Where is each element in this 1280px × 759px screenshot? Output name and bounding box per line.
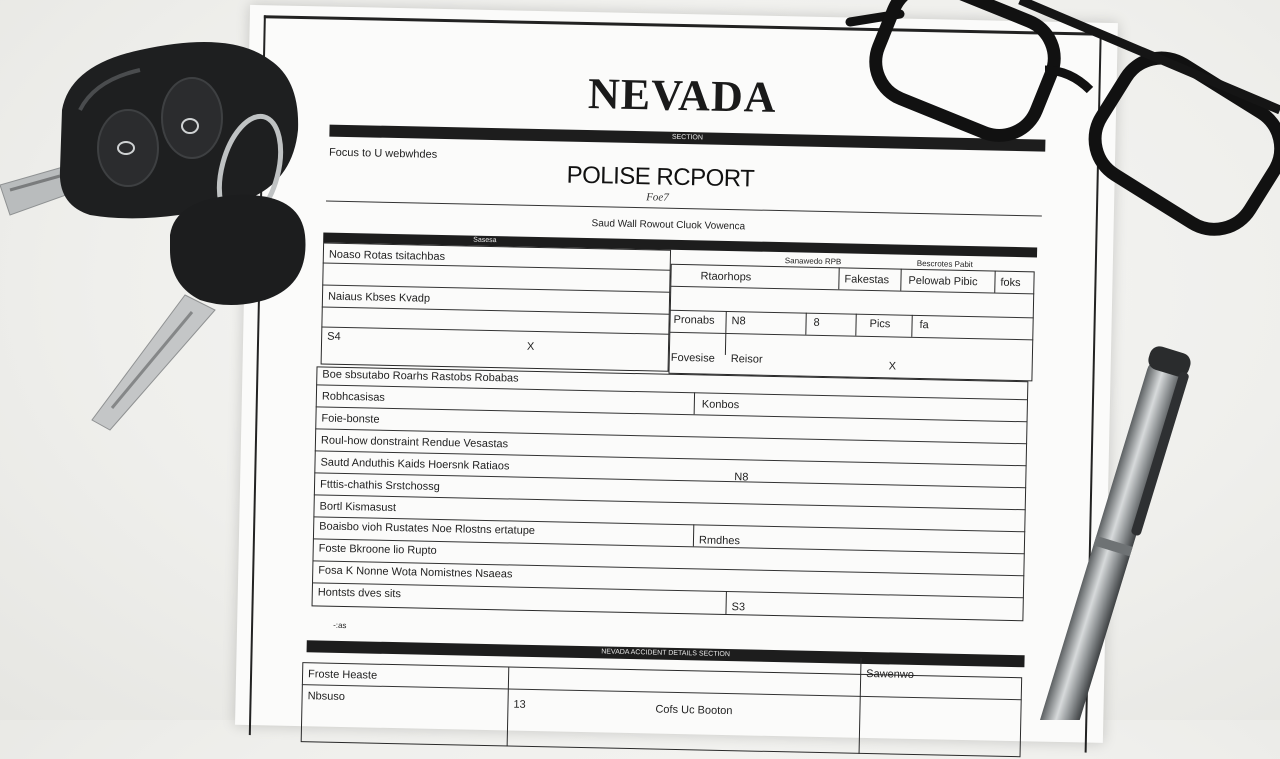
detail-row-label: Foste Bkroone lio Rupto — [318, 542, 437, 557]
detail-row-label: Boe sbsutabo Roarhs Rastobs Robabas — [322, 368, 519, 385]
right-cell: Fovesise — [670, 351, 715, 365]
main-details-table — [312, 366, 1029, 621]
pen — [1020, 340, 1220, 720]
detail-row-value: S3 — [731, 601, 746, 614]
eyeglasses — [840, 0, 1280, 260]
section1-right-label-1: Sanawedo RPB — [784, 256, 842, 267]
detail-row-label: Fosa K Nonne Wota Nomistnes Nsaeas — [318, 564, 513, 581]
bottom-cell: Cofs Uc Booton — [655, 703, 733, 718]
detail-row-value: Rmdhes — [698, 534, 741, 548]
left-row-label: Noaso Rotas tsitachbas — [328, 248, 446, 264]
report-title: POLISE RCPORT — [566, 161, 755, 193]
bottom-cell: Sawenwo — [866, 667, 915, 681]
right-cell: Pronabs — [673, 313, 715, 327]
bottom-cell: Froste Heaste — [307, 668, 378, 682]
detail-row-label: Sautd Anduthis Kaids Hoersnk Ratiaos — [320, 456, 510, 473]
top-bar-label: SECTION — [671, 133, 704, 142]
right-cell: N8 — [731, 315, 746, 328]
lock-button — [98, 110, 158, 186]
right-cell: fa — [919, 319, 929, 332]
bottom-bar-label: NEVADA ACCIDENT DETAILS SECTION — [601, 648, 731, 659]
right-cell: foks — [1000, 276, 1021, 290]
key-head-lower — [170, 195, 306, 305]
glasses-lens-left — [864, 0, 1067, 147]
misc-mark: -:as — [333, 620, 347, 631]
key-groove — [112, 312, 192, 408]
header-left-text: Focus to U webwhdes — [328, 146, 438, 161]
car-keys — [0, 20, 320, 440]
report-subtitle: Foe7 — [646, 191, 669, 204]
detail-row-label: Foie-bonste — [321, 412, 380, 426]
glasses-lens-right — [1079, 42, 1280, 245]
key-blade-lower — [92, 295, 215, 430]
right-cell: X — [888, 360, 897, 373]
left-row-label: S4 — [327, 330, 341, 343]
right-cell: Rtaorhops — [700, 270, 752, 284]
right-cell: Fakestas — [844, 273, 890, 287]
left-row-mark: X — [526, 340, 535, 353]
detail-row-value: Konbos — [701, 398, 740, 412]
right-cell: Pics — [869, 317, 891, 331]
detail-row-label: Roul-how donstraint Rendue Vesastas — [320, 434, 509, 451]
section1-label: Sasesa — [473, 236, 497, 245]
center-caption: Saud Wall Rowout Cluok Vowenca — [591, 218, 746, 233]
right-cell: Reisor — [730, 353, 763, 366]
detail-row-label: Robhcasisas — [321, 390, 386, 404]
state-title: NEVADA — [587, 69, 778, 122]
detail-row-label: Ftttis-chathis Srstchossg — [319, 478, 440, 493]
bottom-cell: 13 — [513, 698, 526, 711]
detail-row-label: Bortl Kismasust — [319, 500, 397, 515]
right-cell: Pelowab Pibic — [908, 274, 978, 289]
left-row-label: Naiaus Kbses Kvadp — [327, 290, 431, 305]
section1-right-label-2: Bescrotes Pabit — [916, 258, 973, 270]
pen-barrel — [1029, 354, 1188, 720]
detail-row-value: N8 — [734, 471, 749, 484]
bottom-cell: Nbsuso — [307, 690, 346, 704]
unlock-button — [162, 78, 222, 158]
detail-row-label: Boaisbo vioh Rustates Noe Rlostns ertatupe — [319, 520, 536, 537]
detail-row-label: Hontsts dves sits — [317, 586, 402, 601]
right-cell: 8 — [813, 316, 820, 329]
